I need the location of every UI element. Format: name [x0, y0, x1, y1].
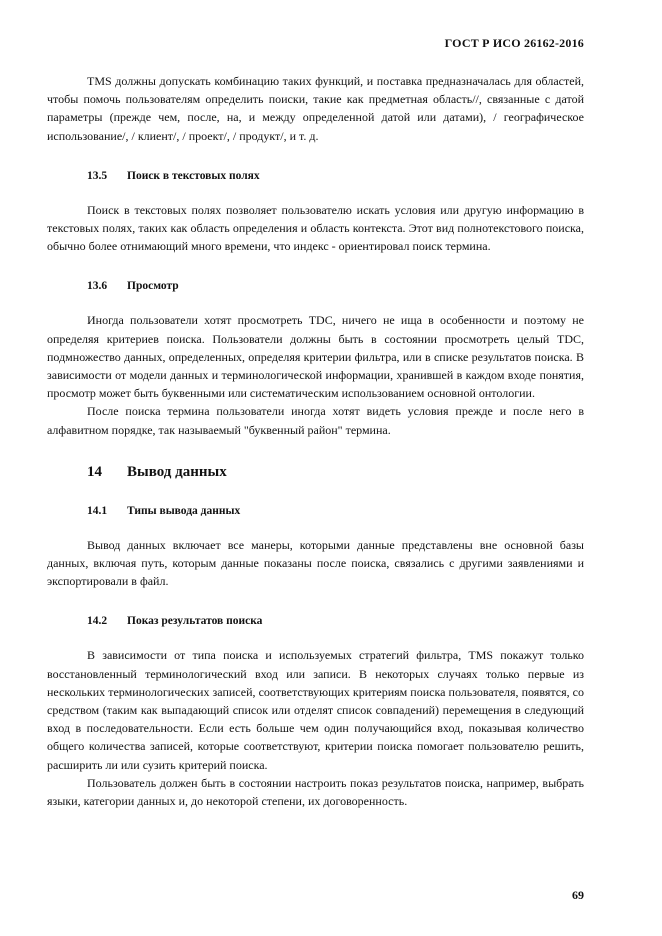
- section-13-6-paragraph-2: После поиска термина пользователи иногда хотят видеть условия прежде и после него в алфавитном порядке, так называемый "буквенный район" термина.: [47, 404, 584, 437]
- intro-paragraph: TMS должны допускать комбинацию таких функций, и поставка предназначалась для областей, чтобы помочь пользователям определить поиски, такие как предметная область//, связанные с датой параметры (прежде чем, после, на, и между определенной датой или датами), / географическое использование/, / клиент/, / проект/, / продукт/, и т. д.: [47, 74, 584, 143]
- section-13-6-title: Просмотр: [127, 280, 179, 293]
- section-13-6-paragraph-1: Иногда пользователи хотят просмотреть TDC, ничего не ища в особенности и поэтому не определяя критериев поиска. Пользователи должны быть в состоянии просмотреть целый TDC, подмножество данных, определенных, определяя критерии фильтра, или в списке результатов поиска. В зависимости от модели данных и терминологической информации, хранившей в каждом входе понятия, просмотр может быть буквенными или систематическим использованием основной онтологии.: [47, 313, 584, 401]
- section-14-2-paragraph-1: В зависимости от типа поиска и используемых стратегий фильтра, TMS покажут только восстановленный терминологический вход или записи. В некоторых случаях только первые из нескольких терминологических записей, соответствующих критериям поиска пользователя, появятся, со средством (таким как выпадающий список или отделят список совпадений) перемещения в следующий вход в последовательности. Если есть больше чем один получающийся вход, показывая количество общего количества записей, которые соответствуют, критерии поиска помогает пользователю решить, расширить ли или сузить критерий поиска.: [47, 648, 584, 772]
- section-14-1-paragraph-1: Вывод данных включает все манеры, которыми данные представлены вне основной базы данных, включая путь, которым данные показаны после поиска, связались с другими заявлениями и экспортировали в файл.: [47, 537, 584, 589]
- document-header: ГОСТ Р ИСО 26162-2016: [444, 36, 584, 50]
- section-13-5-heading: [47, 168, 584, 184]
- section-14-1-title: Типы вывода данных: [127, 504, 241, 517]
- section-13-5-title: Поиск в текстовых полях: [127, 169, 260, 182]
- page-number: 69: [572, 888, 584, 902]
- section-14-title: Вывод данных: [127, 463, 227, 480]
- section-14-2-number: 14.2: [87, 615, 108, 628]
- section-14-number: 14: [87, 463, 102, 480]
- section-14-1-heading: [47, 503, 584, 519]
- section-14-1-number: 14.1: [87, 504, 108, 517]
- section-14-heading: [47, 462, 584, 482]
- section-13-6-number: 13.6: [87, 280, 108, 293]
- section-14-2-paragraph-2: Пользователь должен быть в состоянии настроить показ результатов поиска, например, выбрать языки, категории данных и, до некоторой степени, их договоренность.: [47, 775, 584, 809]
- page-content: [47, 72, 584, 810]
- section-14-2-heading: [47, 613, 584, 629]
- section-13-5-number: 13.5: [87, 169, 108, 182]
- section-13-6-heading: [47, 278, 584, 294]
- section-13-5-paragraph-1: Поиск в текстовых полях позволяет пользователю искать условия или другую информацию в текстовых полях, таких как область определения и область контекста. Этот вид полнотекстового поиска, обычно более отнимающий много времени, что индекс - ориентировал поиск термина.: [47, 202, 584, 254]
- section-14-2-title: Показ результатов поиска: [127, 615, 263, 628]
